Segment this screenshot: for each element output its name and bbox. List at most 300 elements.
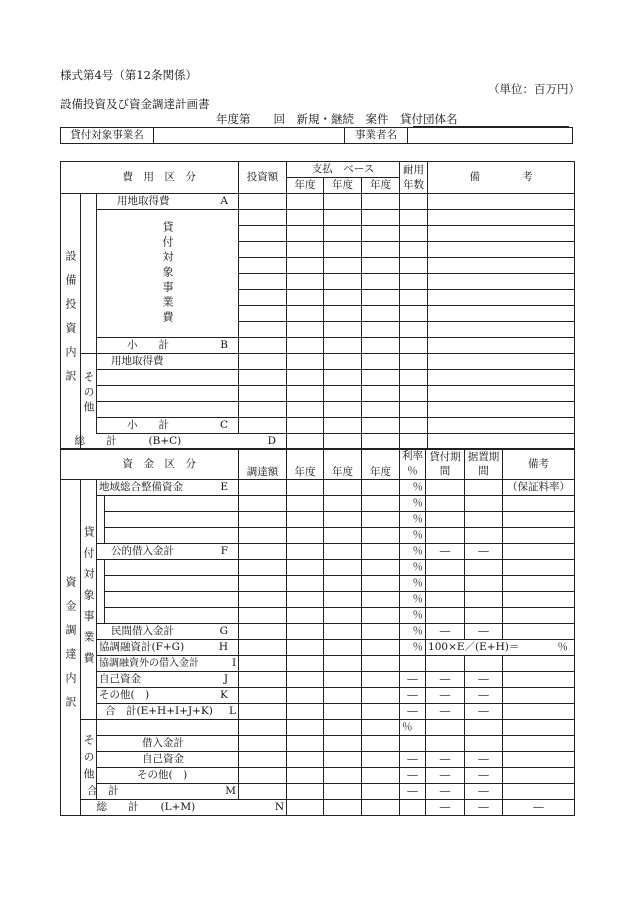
- table-cell[interactable]: [428, 370, 575, 386]
- table-cell[interactable]: [287, 242, 324, 258]
- table-cell[interactable]: [324, 306, 362, 322]
- table-cell[interactable]: [324, 402, 362, 418]
- table-cell[interactable]: [465, 720, 503, 736]
- subtotal-c-label: [97, 418, 239, 434]
- table-cell[interactable]: [105, 592, 239, 608]
- table-value: ―: [465, 672, 503, 688]
- table-value: ―: [400, 784, 426, 800]
- table-cell[interactable]: [362, 704, 400, 720]
- table-cell[interactable]: [239, 226, 287, 242]
- loan-target-cost-label: [97, 210, 239, 338]
- table-cell[interactable]: [362, 290, 400, 306]
- table-cell[interactable]: [97, 402, 239, 418]
- table-cell[interactable]: [239, 512, 287, 528]
- table-cell[interactable]: [400, 800, 426, 816]
- table-cell[interactable]: [362, 258, 400, 274]
- table-cell[interactable]: [503, 672, 575, 688]
- table-cell[interactable]: [400, 290, 428, 306]
- table-cell[interactable]: [287, 210, 324, 226]
- table-cell[interactable]: [362, 354, 400, 370]
- table-cell[interactable]: [287, 258, 324, 274]
- table-cell[interactable]: [503, 544, 575, 560]
- table-cell[interactable]: [362, 688, 400, 704]
- table-cell[interactable]: [465, 528, 503, 544]
- table-cell[interactable]: [239, 290, 287, 306]
- table-cell[interactable]: [287, 656, 324, 672]
- year-header: 年度: [287, 178, 324, 194]
- table-cell[interactable]: [465, 656, 503, 672]
- table-cell[interactable]: [324, 704, 362, 720]
- table-cell[interactable]: [324, 688, 362, 704]
- table-cell[interactable]: [239, 704, 287, 720]
- table-cell[interactable]: [426, 736, 465, 752]
- table-cell[interactable]: [287, 418, 324, 434]
- table-cell[interactable]: [503, 528, 575, 544]
- table-cell[interactable]: [324, 576, 362, 592]
- table-cell[interactable]: [324, 752, 362, 768]
- table-cell[interactable]: [465, 512, 503, 528]
- label-text: N: [274, 801, 285, 814]
- table-cell[interactable]: [426, 528, 465, 544]
- cost-category-header: 費 用 区 分: [81, 162, 239, 194]
- table-cell[interactable]: [503, 784, 575, 800]
- table-value: ％: [400, 640, 426, 656]
- table-cell[interactable]: [362, 480, 400, 496]
- own-funds-label-2: 自己資金: [97, 752, 239, 768]
- table-cell[interactable]: [105, 528, 239, 544]
- table-cell[interactable]: [287, 784, 324, 800]
- table-cell[interactable]: [400, 306, 428, 322]
- table-cell[interactable]: [81, 800, 97, 816]
- table-value: ―: [400, 768, 426, 784]
- table-cell[interactable]: [362, 784, 400, 800]
- table-cell[interactable]: [239, 640, 287, 656]
- table-cell[interactable]: [503, 704, 575, 720]
- table-cell[interactable]: [324, 496, 362, 512]
- table-cell[interactable]: [503, 688, 575, 704]
- table-cell[interactable]: [239, 784, 287, 800]
- table-cell[interactable]: [239, 768, 287, 784]
- operator-label: 事業者名: [345, 128, 408, 144]
- table-cell[interactable]: [362, 640, 400, 656]
- table-cell[interactable]: [324, 624, 362, 640]
- table-cell[interactable]: [239, 688, 287, 704]
- table-cell[interactable]: [287, 736, 324, 752]
- table-cell[interactable]: [239, 496, 287, 512]
- table-cell[interactable]: [239, 210, 287, 226]
- table-cell[interactable]: [287, 274, 324, 290]
- table-cell[interactable]: [362, 560, 400, 576]
- table-cell[interactable]: [324, 226, 362, 242]
- table-cell[interactable]: [324, 544, 362, 560]
- table-cell[interactable]: [324, 560, 362, 576]
- table-cell[interactable]: [426, 496, 465, 512]
- table-cell[interactable]: [324, 258, 362, 274]
- table-cell[interactable]: [362, 496, 400, 512]
- table-cell[interactable]: [287, 370, 324, 386]
- table-cell[interactable]: [324, 322, 362, 338]
- label-text: 小 計: [127, 339, 169, 352]
- label-text: J: [223, 673, 229, 686]
- table-cell[interactable]: [239, 354, 287, 370]
- label-text: 合 計: [87, 785, 119, 798]
- label-text: 100×E／(E+H)＝: [428, 641, 520, 654]
- table-cell[interactable]: [239, 386, 287, 402]
- table-cell[interactable]: [324, 800, 362, 816]
- table-cell[interactable]: [428, 226, 575, 242]
- table-cell[interactable]: [324, 736, 362, 752]
- label-text: 総 計: [74, 435, 117, 448]
- table-cell[interactable]: [324, 768, 362, 784]
- funding-section-label: 資金調達内訳: [61, 480, 81, 816]
- table-cell[interactable]: [287, 322, 324, 338]
- table-cell[interactable]: [503, 752, 575, 768]
- table-cell[interactable]: [362, 242, 400, 258]
- table-cell[interactable]: [287, 560, 324, 576]
- table-value: ―: [465, 704, 503, 720]
- table-cell[interactable]: [400, 258, 428, 274]
- table-cell[interactable]: [324, 512, 362, 528]
- unit-label: （単位：百万円）: [488, 82, 580, 96]
- regional-fund-label: [97, 480, 239, 496]
- table-cell[interactable]: [97, 720, 239, 736]
- table-cell[interactable]: [428, 386, 575, 402]
- table-cell[interactable]: [428, 418, 575, 434]
- table-cell[interactable]: [428, 242, 575, 258]
- table-cell[interactable]: [324, 194, 362, 210]
- table-cell[interactable]: [105, 560, 239, 576]
- table-cell[interactable]: [400, 322, 428, 338]
- label-text: D: [267, 435, 276, 448]
- table-cell[interactable]: [239, 592, 287, 608]
- table-cell[interactable]: [324, 210, 362, 226]
- table-cell[interactable]: [105, 608, 239, 624]
- table-cell[interactable]: [239, 752, 287, 768]
- table-value: ―: [400, 752, 426, 768]
- table-cell[interactable]: [239, 322, 287, 338]
- table-value: ―: [426, 624, 465, 640]
- payment-base-header: 支払 ベース: [287, 162, 400, 178]
- table-cell[interactable]: [428, 338, 575, 354]
- table-cell[interactable]: [287, 640, 324, 656]
- remarks-header: 備 考: [428, 162, 575, 194]
- table-cell[interactable]: [362, 418, 400, 434]
- table-cell[interactable]: [287, 480, 324, 496]
- table-cell[interactable]: [362, 656, 400, 672]
- table-cell[interactable]: [287, 800, 324, 816]
- table-cell[interactable]: [400, 338, 428, 354]
- table-value: ―: [465, 768, 503, 784]
- table-cell[interactable]: [503, 512, 575, 528]
- table-cell[interactable]: [239, 306, 287, 322]
- table-cell[interactable]: [324, 720, 362, 736]
- table-cell[interactable]: [428, 402, 575, 418]
- table-cell[interactable]: [324, 274, 362, 290]
- label-text: I: [232, 657, 237, 669]
- year-header: 年度: [324, 449, 362, 480]
- target-project-field[interactable]: [154, 128, 345, 144]
- label-text: その他( ): [99, 689, 150, 702]
- table-cell[interactable]: [428, 194, 575, 210]
- table-cell[interactable]: [465, 480, 503, 496]
- table-cell[interactable]: [503, 736, 575, 752]
- table-cell[interactable]: [362, 736, 400, 752]
- table-cell[interactable]: [400, 656, 426, 672]
- noncofinance-label: [97, 656, 239, 672]
- table-cell[interactable]: [105, 576, 239, 592]
- table-cell[interactable]: [287, 386, 324, 402]
- table-cell[interactable]: [362, 720, 400, 736]
- table-cell[interactable]: [105, 496, 239, 512]
- table-cell[interactable]: [239, 624, 287, 640]
- table-cell[interactable]: [362, 322, 400, 338]
- table-cell[interactable]: [362, 306, 400, 322]
- table-cell[interactable]: [287, 768, 324, 784]
- table-cell[interactable]: [428, 258, 575, 274]
- year-header: 年度: [287, 449, 324, 480]
- table-cell[interactable]: [239, 242, 287, 258]
- table-cell[interactable]: [465, 496, 503, 512]
- table-cell[interactable]: [428, 354, 575, 370]
- table-cell[interactable]: [426, 512, 465, 528]
- table-cell[interactable]: [362, 800, 400, 816]
- label-text: 総 計: [96, 801, 139, 814]
- label-text: K: [220, 689, 229, 702]
- table-cell[interactable]: [287, 512, 324, 528]
- table-cell[interactable]: [324, 592, 362, 608]
- table-cell[interactable]: [97, 560, 105, 624]
- loan-target-fund-label: 貸付対象事業費: [81, 480, 97, 720]
- table-cell[interactable]: [97, 370, 239, 386]
- table-cell[interactable]: [426, 576, 465, 592]
- table-value: ―: [465, 752, 503, 768]
- table-cell[interactable]: [362, 752, 400, 768]
- table-cell[interactable]: [81, 194, 97, 354]
- table-cell[interactable]: [362, 402, 400, 418]
- table-cell[interactable]: [239, 608, 287, 624]
- project-name-table: [60, 127, 573, 144]
- table-cell[interactable]: [324, 338, 362, 354]
- table-cell[interactable]: [61, 449, 81, 480]
- table-cell[interactable]: [400, 418, 428, 434]
- table-cell[interactable]: [287, 306, 324, 322]
- table-cell[interactable]: [400, 194, 428, 210]
- table-cell[interactable]: [503, 496, 575, 512]
- table-cell[interactable]: [287, 338, 324, 354]
- table-cell[interactable]: [61, 162, 81, 194]
- table-cell[interactable]: [400, 370, 428, 386]
- other-paren-label-2: その他( ): [97, 768, 239, 784]
- table-cell[interactable]: [426, 480, 465, 496]
- table-cell[interactable]: [362, 672, 400, 688]
- table-cell[interactable]: [400, 242, 428, 258]
- operator-field[interactable]: [408, 128, 573, 144]
- table-cell[interactable]: [97, 496, 105, 544]
- table-cell[interactable]: [239, 194, 287, 210]
- table-cell[interactable]: [400, 274, 428, 290]
- table-value: ％: [400, 496, 426, 512]
- table-cell[interactable]: [362, 386, 400, 402]
- table-cell[interactable]: [362, 624, 400, 640]
- table-cell[interactable]: [362, 576, 400, 592]
- table-cell[interactable]: [324, 418, 362, 434]
- table-value: ％: [400, 720, 426, 736]
- table-cell[interactable]: [362, 226, 400, 242]
- table-cell[interactable]: [400, 736, 426, 752]
- table-cell[interactable]: [287, 528, 324, 544]
- own-funds-label: [97, 672, 239, 688]
- table-cell[interactable]: [239, 338, 287, 354]
- label-text: L: [229, 705, 237, 718]
- table-cell[interactable]: [239, 480, 287, 496]
- table-cell[interactable]: [287, 226, 324, 242]
- table-value: ―: [465, 800, 503, 816]
- rate-unit: ％: [400, 464, 426, 480]
- table-cell[interactable]: [426, 608, 465, 624]
- rate-header: 利率: [400, 449, 426, 465]
- table-cell[interactable]: [428, 322, 575, 338]
- table-cell[interactable]: [239, 370, 287, 386]
- table-value: ％: [400, 480, 426, 496]
- table-cell[interactable]: [428, 210, 575, 226]
- total-n-label: [97, 800, 287, 816]
- table-cell[interactable]: [400, 386, 428, 402]
- table-cell[interactable]: [324, 354, 362, 370]
- table-cell[interactable]: [362, 274, 400, 290]
- table-cell[interactable]: [287, 752, 324, 768]
- table-cell[interactable]: [362, 528, 400, 544]
- table-cell[interactable]: [426, 656, 465, 672]
- table-cell[interactable]: [324, 784, 362, 800]
- table-cell[interactable]: [287, 402, 324, 418]
- table-value: ―: [465, 624, 503, 640]
- table-cell[interactable]: [362, 338, 400, 354]
- table-cell[interactable]: [287, 496, 324, 512]
- table-value: ―: [465, 544, 503, 560]
- table-cell[interactable]: [239, 528, 287, 544]
- table-cell[interactable]: [362, 194, 400, 210]
- table-cell[interactable]: [503, 592, 575, 608]
- table-cell[interactable]: [503, 576, 575, 592]
- other-k-label: [97, 688, 239, 704]
- table-cell[interactable]: [239, 736, 287, 752]
- other-cost-label: その他: [81, 354, 97, 434]
- table-cell[interactable]: [324, 480, 362, 496]
- table-cell[interactable]: [287, 720, 324, 736]
- table-cell[interactable]: [324, 290, 362, 306]
- table-cell[interactable]: [324, 640, 362, 656]
- table-cell[interactable]: [400, 402, 428, 418]
- table-cell[interactable]: [287, 290, 324, 306]
- table-cell[interactable]: [503, 768, 575, 784]
- table-cell[interactable]: [105, 512, 239, 528]
- table-cell[interactable]: [239, 402, 287, 418]
- table-cell[interactable]: [239, 258, 287, 274]
- label-text: A: [220, 195, 228, 208]
- table-cell[interactable]: [324, 672, 362, 688]
- table-value: ％: [400, 592, 426, 608]
- table-cell[interactable]: [239, 576, 287, 592]
- label-text: 小 計: [127, 419, 169, 432]
- table-cell[interactable]: [426, 592, 465, 608]
- table-cell[interactable]: [239, 274, 287, 290]
- table-cell[interactable]: [287, 592, 324, 608]
- table-cell[interactable]: [324, 370, 362, 386]
- funding-table: [60, 448, 575, 816]
- table-cell[interactable]: [362, 608, 400, 624]
- table-cell[interactable]: [428, 290, 575, 306]
- table-cell[interactable]: [503, 720, 575, 736]
- table-cell[interactable]: [465, 608, 503, 624]
- private-loan-label: [97, 624, 239, 640]
- table-cell[interactable]: [400, 354, 428, 370]
- table-cell[interactable]: [287, 672, 324, 688]
- fund-category-header: 資 金 区 分: [81, 449, 239, 480]
- table-cell[interactable]: [239, 418, 287, 434]
- label-text: 貸付対象事業費: [161, 221, 174, 326]
- table-cell[interactable]: [239, 656, 287, 672]
- table-cell[interactable]: [287, 194, 324, 210]
- label-text: B: [220, 339, 228, 352]
- table-cell[interactable]: [428, 306, 575, 322]
- label-text: 用地取得費: [117, 195, 170, 208]
- table-cell[interactable]: [426, 720, 465, 736]
- table-cell[interactable]: [400, 210, 428, 226]
- table-cell[interactable]: [97, 386, 239, 402]
- table-cell[interactable]: [324, 656, 362, 672]
- table-cell[interactable]: [324, 528, 362, 544]
- table-cell[interactable]: [239, 544, 287, 560]
- table-value: ―: [426, 784, 465, 800]
- table-cell[interactable]: [503, 560, 575, 576]
- table-cell[interactable]: [287, 624, 324, 640]
- table-cell[interactable]: [287, 704, 324, 720]
- table-cell[interactable]: [503, 656, 575, 672]
- table-cell[interactable]: [362, 592, 400, 608]
- table-cell[interactable]: [400, 226, 428, 242]
- table-cell[interactable]: [362, 210, 400, 226]
- table-cell[interactable]: [287, 608, 324, 624]
- table-cell[interactable]: [362, 768, 400, 784]
- table-cell[interactable]: [465, 736, 503, 752]
- table-cell[interactable]: [426, 560, 465, 576]
- table-cell[interactable]: [287, 576, 324, 592]
- table-value: ―: [426, 752, 465, 768]
- table-cell[interactable]: [324, 386, 362, 402]
- table-cell[interactable]: [465, 560, 503, 576]
- table-cell[interactable]: [465, 576, 503, 592]
- subtotal-b-label: [97, 338, 239, 354]
- label-text: (L+M): [160, 801, 196, 814]
- table-cell[interactable]: [428, 274, 575, 290]
- table-cell[interactable]: [503, 624, 575, 640]
- cofinance-label: [97, 640, 239, 656]
- table-cell[interactable]: [362, 370, 400, 386]
- table-cell[interactable]: [239, 720, 287, 736]
- table-cell[interactable]: [239, 560, 287, 576]
- table-cell[interactable]: [324, 608, 362, 624]
- table-cell[interactable]: [362, 512, 400, 528]
- table-cell[interactable]: [239, 672, 287, 688]
- table-cell[interactable]: [287, 544, 324, 560]
- table-cell[interactable]: [465, 592, 503, 608]
- table-cell[interactable]: [362, 544, 400, 560]
- table-cell[interactable]: [287, 688, 324, 704]
- label-text: G: [219, 625, 229, 638]
- table-cell[interactable]: [324, 242, 362, 258]
- table-cell[interactable]: [503, 608, 575, 624]
- table-cell[interactable]: [287, 354, 324, 370]
